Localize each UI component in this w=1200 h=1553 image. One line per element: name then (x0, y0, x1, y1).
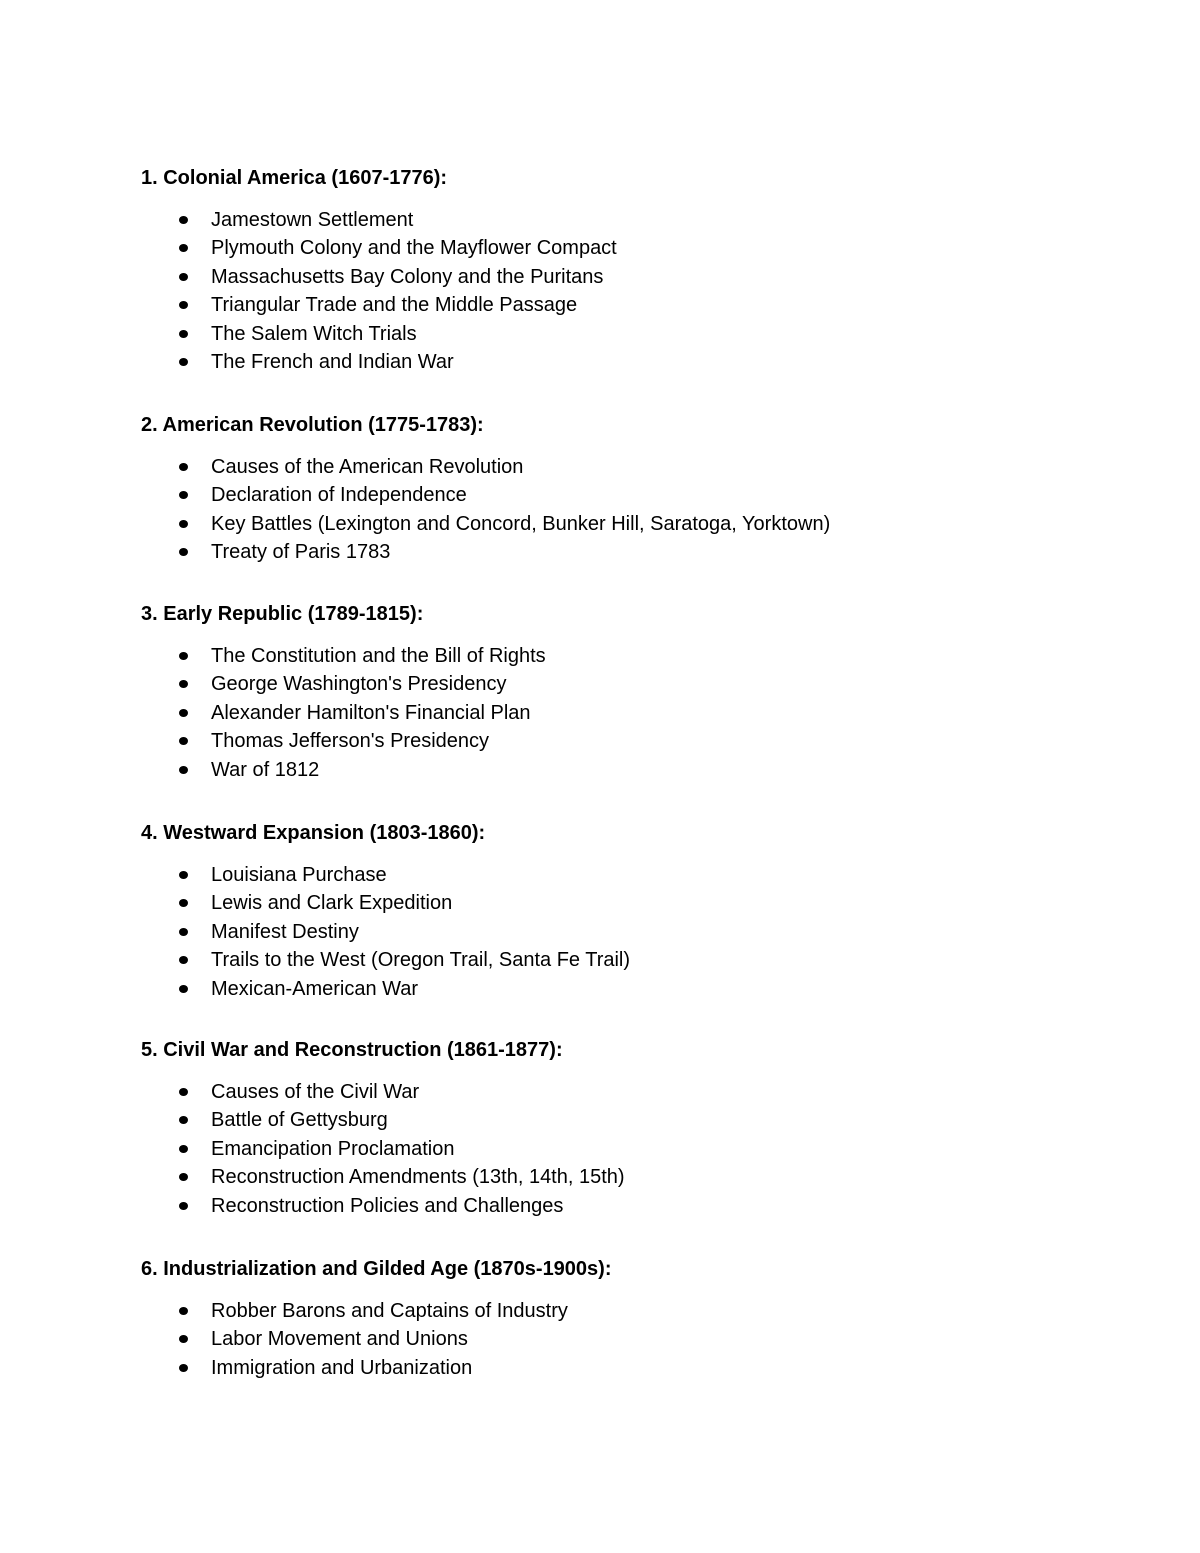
topic-list (141, 206, 617, 376)
list-item (141, 263, 617, 291)
list-item-text: Causes of the Civil War (211, 1081, 420, 1103)
bullet-icon (179, 491, 188, 499)
list-item (141, 1354, 568, 1382)
list-item (141, 1192, 625, 1220)
list-item-text: Reconstruction Policies and Challenges (211, 1194, 564, 1217)
list-item (141, 510, 830, 538)
list-item (141, 727, 546, 755)
list-item-text: The French and Indian War (211, 350, 454, 373)
bullet-icon (179, 766, 188, 774)
section-heading: 2. American Revolution (1775-1783): (141, 414, 484, 436)
list-item-text: Key Battles (Lexington and Concord, Bunker Hill, Saratoga, Yorktown) (211, 512, 831, 535)
list-item (141, 348, 617, 376)
list-item (141, 453, 830, 481)
bullet-icon (179, 330, 188, 338)
list-item-text: Plymouth Colony and the Mayflower Compact (211, 237, 617, 260)
section-heading: 3. Early Republic (1789-1815): (141, 603, 424, 625)
list-item-text: Battle of Gettysburg (211, 1109, 388, 1132)
list-item-text: Lewis and Clark Expedition (211, 892, 453, 915)
section-industrialization-gilded-age (141, 1257, 1141, 1379)
bullet-icon (179, 709, 188, 717)
list-item (141, 538, 830, 566)
topic-list (141, 861, 630, 1003)
list-item-text: Causes of the American Revolution (211, 456, 524, 478)
list-item (141, 234, 617, 262)
bullet-icon (179, 216, 188, 224)
list-item-text: The Salem Witch Trials (211, 322, 417, 345)
list-item-text: Triangular Trade and the Middle Passage (211, 294, 578, 317)
bullet-icon (179, 985, 188, 993)
bullet-icon (179, 1307, 188, 1315)
bullet-icon (179, 548, 188, 556)
list-item-text: Alexander Hamilton's Financial Plan (211, 701, 531, 724)
section-colonial-america (141, 166, 1141, 373)
list-item (141, 918, 630, 946)
list-item (141, 1325, 568, 1353)
bullet-icon (179, 1202, 188, 1210)
list-item-text: Emancipation Proclamation (211, 1137, 455, 1160)
list-item (141, 1135, 625, 1163)
bullet-icon (179, 956, 188, 964)
section-heading: 5. Civil War and Reconstruction (1861-1877): (141, 1039, 563, 1061)
list-item (141, 756, 546, 784)
list-item-text: Massachusetts Bay Colony and the Puritans (211, 265, 604, 288)
list-item (141, 889, 630, 917)
bullet-icon (179, 1173, 188, 1181)
list-item-text: Louisiana Purchase (211, 864, 387, 886)
topic-list (141, 1078, 625, 1220)
bullet-icon (179, 1116, 188, 1124)
bullet-icon (179, 652, 188, 660)
topic-list (141, 1297, 568, 1382)
list-item (141, 291, 617, 319)
list-item (141, 1163, 625, 1191)
list-item (141, 946, 630, 974)
list-item (141, 975, 630, 1003)
list-item (141, 1078, 625, 1106)
list-item (141, 861, 630, 889)
bullet-icon (179, 871, 188, 879)
list-item (141, 320, 617, 348)
topic-list (141, 453, 830, 567)
section-civil-war-reconstruction (141, 1038, 1141, 1217)
list-item-text: Robber Barons and Captains of Industry (211, 1300, 568, 1322)
list-item (141, 1297, 568, 1325)
bullet-icon (179, 463, 188, 471)
bullet-icon (179, 358, 188, 366)
section-heading: 4. Westward Expansion (1803-1860): (141, 822, 486, 844)
section-early-republic (141, 602, 1141, 781)
section-heading: 6. Industrialization and Gilded Age (1870s-1900s): (141, 1258, 612, 1280)
bullet-icon (179, 301, 188, 309)
bullet-icon (179, 928, 188, 936)
list-item-text: George Washington's Presidency (211, 673, 507, 696)
bullet-icon (179, 1145, 188, 1153)
list-item-text: Manifest Destiny (211, 920, 359, 943)
bullet-icon (179, 1088, 188, 1096)
topic-list (141, 642, 546, 784)
bullet-icon (179, 680, 188, 688)
bullet-icon (179, 244, 188, 252)
bullet-icon (179, 520, 188, 528)
list-item (141, 206, 617, 234)
bullet-icon (179, 737, 188, 745)
section-american-revolution (141, 413, 1141, 564)
bullet-icon (179, 1364, 188, 1372)
list-item (141, 670, 546, 698)
list-item-text: Jamestown Settlement (211, 209, 414, 231)
list-item-text: Declaration of Independence (211, 484, 467, 507)
list-item-text: Immigration and Urbanization (211, 1356, 473, 1379)
list-item-text: Thomas Jefferson's Presidency (211, 730, 490, 753)
list-item-text: Reconstruction Amendments (13th, 14th, 15th) (211, 1166, 625, 1189)
list-item (141, 481, 830, 509)
list-item (141, 642, 546, 670)
list-item-text: Labor Movement and Unions (211, 1328, 468, 1351)
bullet-icon (179, 1335, 188, 1343)
list-item (141, 699, 546, 727)
list-item-text: The Constitution and the Bill of Rights (211, 645, 546, 667)
bullet-icon (179, 273, 188, 281)
section-westward-expansion (141, 821, 1141, 1000)
list-item-text: Mexican-American War (211, 977, 419, 1000)
list-item (141, 1106, 625, 1134)
list-item-text: Treaty of Paris 1783 (211, 541, 391, 564)
list-item-text: Trails to the West (Oregon Trail, Santa Fe Trail) (211, 949, 631, 972)
section-heading: 1. Colonial America (1607-1776): (141, 167, 448, 189)
list-item-text: War of 1812 (211, 758, 320, 781)
bullet-icon (179, 899, 188, 907)
